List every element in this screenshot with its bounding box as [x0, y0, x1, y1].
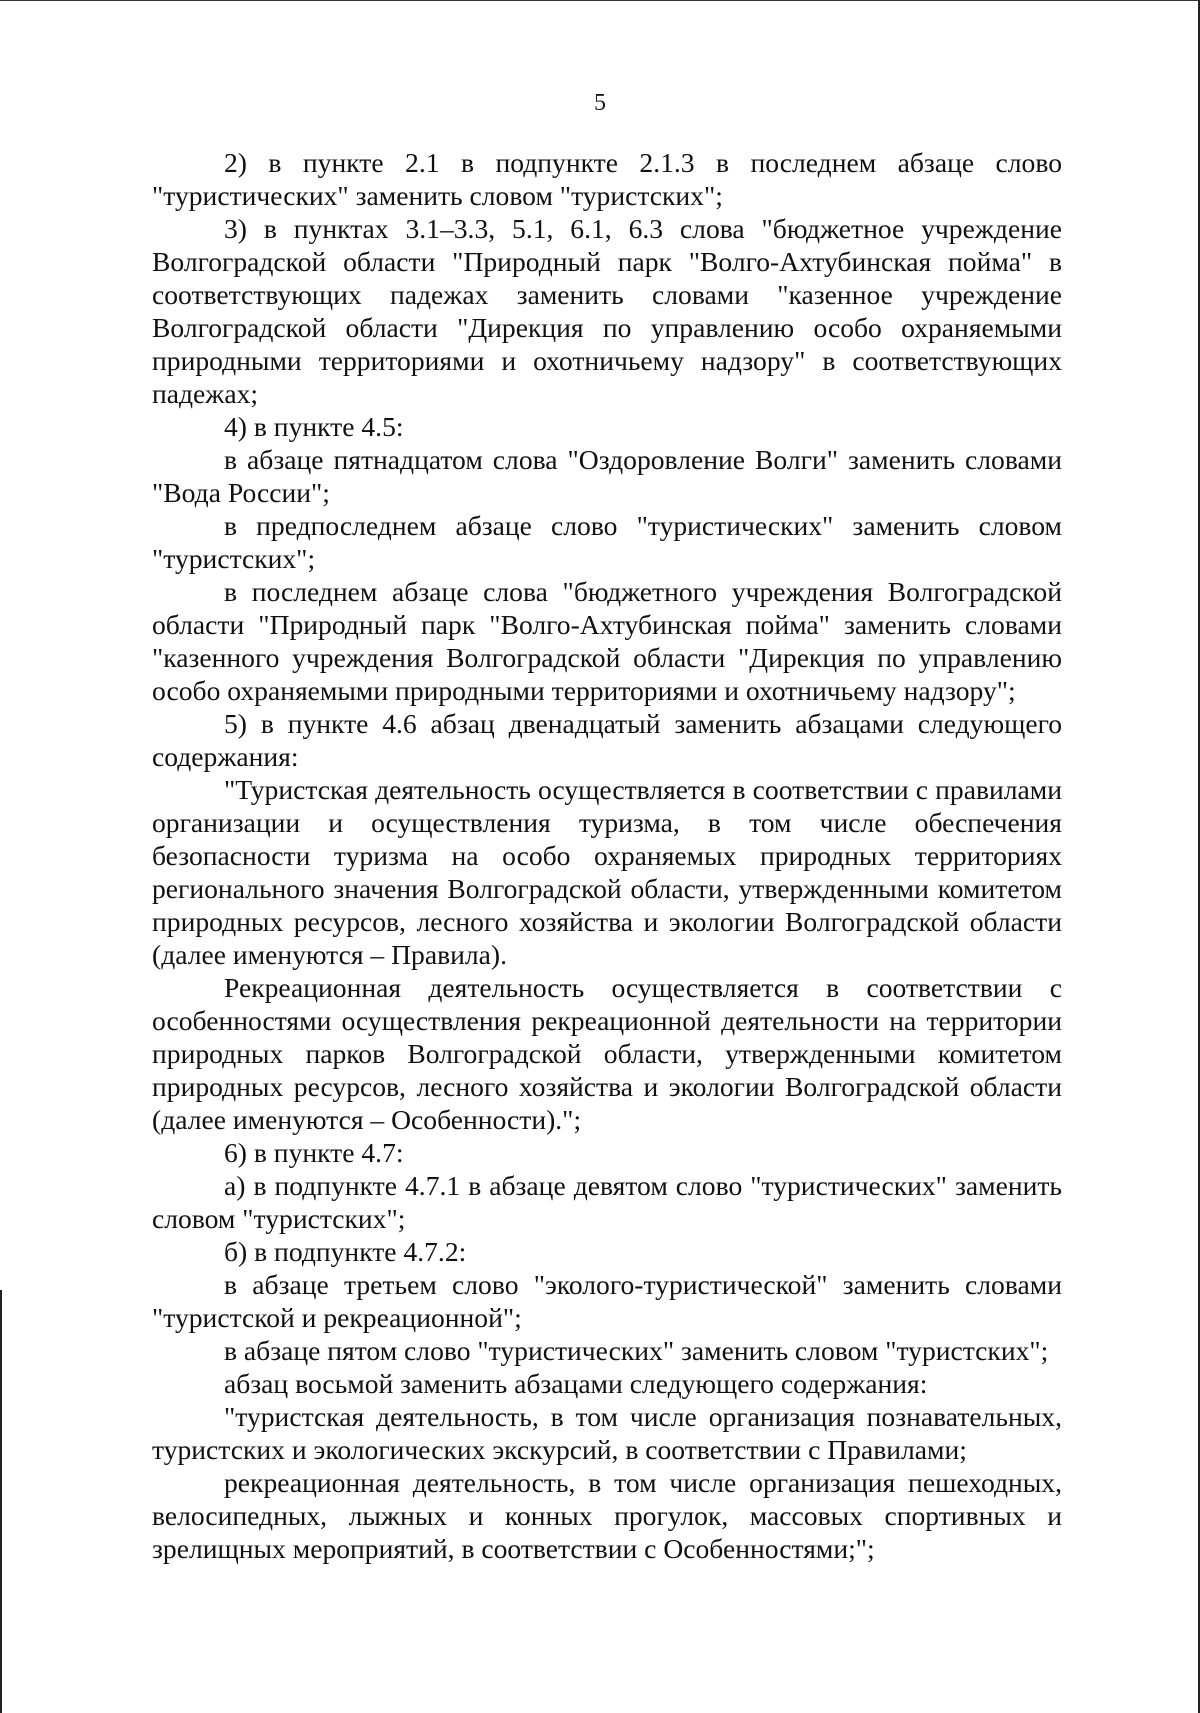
paragraph-item-6-b-abzac-3: в абзаце третьем слово "эколого-туристической" заменить словами "туристской и рекреационной";: [152, 1269, 1062, 1333]
paragraph-tourist-activity: "Туристская деятельность осуществляется в соответствии с правилами организации и осуществления туризма, в том числе обеспечения безопасности туризма на особо охраняемых природных территориях регионального значения Волгоградской области, утвержденными комитетом природных ресурсов, лесного хозяйства и экологии Волгоградской области (далее именуются – Правила).: [152, 774, 1062, 970]
document-body: [152, 146, 1062, 1565]
paragraph-recreational-activity: Рекреационная деятельность осуществляется в соответствии с особенностями осуществления рекреационной деятельности на территории природных парков Волгоградской области, утвержденными комитетом природных ресурсов, лесного хозяйства и экологии Волгоградской области (далее именуются – Особенности).";: [152, 972, 1062, 1135]
paragraph-recreational-activity-walks: рекреационная деятельность, в том числе организация пешеходных, велосипедных, лыжных и конных прогулок, массовых спортивных и зрелищных мероприятий, в соответствии с Особенностями;";: [152, 1467, 1062, 1564]
page-number: 5: [594, 90, 606, 116]
paragraph-item-6-b: б) в подпункте 4.7.2:: [224, 1236, 467, 1267]
scan-edge-top: [0, 0, 1200, 1]
paragraph-tourist-activity-excursions: "туристская деятельность, в том числе организация познавательных, туристских и экологических экскурсий, в соответствии с Правилами;: [152, 1401, 1062, 1465]
paragraph-item-4: 4) в пункте 4.5:: [224, 411, 404, 442]
paragraph-item-4-last: в последнем абзаце слова "бюджетного учреждения Волгоградской области "Природный парк "Волго-Ахтубинская пойма" заменить словами "казенного учреждения Волгоградской области "Дирекция по управлению особо охраняемыми природными территориями и охотничьему надзору";: [152, 576, 1062, 706]
paragraph-item-5: 5) в пункте 4.6 абзац двенадцатый заменить абзацами следующего содержания:: [152, 708, 1062, 772]
paragraph-item-4-penultimate: в предпоследнем абзаце слово "туристических" заменить словом "туристских";: [152, 510, 1062, 574]
paragraph-item-4-abzac-15: в абзаце пятнадцатом слова "Оздоровление Волги" заменить словами "Вода России";: [152, 444, 1062, 508]
scan-edge-left: [0, 1290, 2, 1713]
paragraph-item-6: 6) в пункте 4.7:: [224, 1137, 404, 1168]
paragraph-item-6-b-abzac-8: абзац восьмой заменить абзацами следующего содержания:: [224, 1368, 928, 1399]
paragraph-item-2: 2) в пункте 2.1 в подпункте 2.1.3 в последнем абзаце слово "туристических" заменить словом "туристских";: [152, 147, 1062, 211]
paragraph-item-3: 3) в пунктах 3.1–3.3, 5.1, 6.1, 6.3 слова "бюджетное учреждение Волгоградской области "Природный парк "Волго-Ахтубинская пойма" в соответствующих падежах заменить словами "казенное учреждение Волгоградской области "Дирекция по управлению особо охраняемыми природными территориями и охотничьему надзору" в соответствующих падежах;: [152, 213, 1062, 409]
paragraph-item-6-a: а) в подпункте 4.7.1 в абзаце девятом слово "туристических" заменить словом "туристских";: [152, 1170, 1062, 1234]
paragraph-item-6-b-abzac-5: в абзаце пятом слово "туристических" заменить словом "туристских";: [224, 1335, 1049, 1366]
